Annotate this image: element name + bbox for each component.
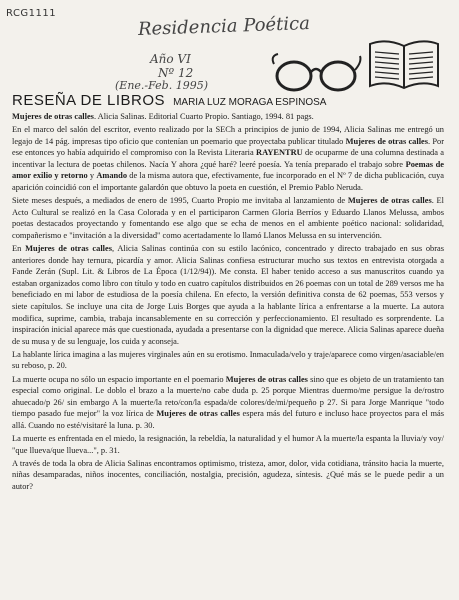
- citation-paragraph: [12, 111, 444, 123]
- book-title: Mujeres de otras calles: [347, 196, 432, 206]
- handwritten-title: Residencia Poética: [137, 13, 311, 40]
- paragraph-text: espera más del futuro e incluso hace proyectos para el más allá. Cuando no esté/visitaré la luna. p. 30.: [12, 409, 444, 430]
- paragraph-text: sino que es objeto de un tratamiento tan especial como original. Le doblo el brazo a la muerte/no cabe duda p. 25 porque Mientras duermo/me persigue la de/rostro ahuecado/p 26/ sin embargo A la muerte/la reto/con/la espada/de colores/de/mi/pequeño p 27. Si para Jorge Manrique "todo tiempo pasado fue mejor" la voz lírica de: [12, 374, 444, 419]
- paragraph-text: . Por ese entonces yo había adquirido el compromiso con la Revista Literaria: [12, 136, 444, 158]
- paragraph-text: En el marco del salón del escritor, evento realizado por la SECh a principios de junio de 1994, Alicia Salinas me entregó un legajo de 14 pág. impresas tipo oficio que contenían un poemario que proyectaba publicar titulado: [12, 125, 444, 146]
- paragraph-text: . El Acto Cultural se realizó en la Casa Colorada y en el participaron Carmen Gloria Berríos y Eduardo Llanos Melussa, ambos poetas destacados proyectando y fomentando ese algo que se echa de menos en el ambiente poético nacional: solidaridad, compañerismo e "invitación a la diversidad" como acertadamente lo llamó Llanos Melussa en su intervención.: [12, 196, 444, 240]
- article-author: MARIA LUZ MORAGA ESPINOSA: [173, 97, 327, 108]
- paragraph-text: y: [87, 171, 97, 181]
- journal-name: RAYENTRU: [256, 148, 303, 158]
- handwritten-number: Nº 12: [158, 66, 194, 80]
- book-title: Amando: [96, 171, 128, 181]
- article-heading: [12, 92, 326, 110]
- paragraph-7: A través de toda la obra de Alicia Salinas encontramos optimismo, tristeza, amor, dolor, vida cotidiana, tránsito hacia la muerte, niñas desamparadas, niños inocentes, conciliación, nostalgia, precisión, agudeza, síntesis. ¿Qué más se le puede pedir a un autor?: [12, 458, 444, 491]
- book-title: Poemas de amor exilio y retorno: [12, 159, 444, 181]
- citation-details: . Alicia Salinas. Editorial Cuarto Propio. Santiago, 1994. 81 pags.: [93, 112, 314, 121]
- book-title: Mujeres de otras calles: [25, 244, 112, 254]
- article-title: RESEÑA DE LIBROS: [12, 92, 166, 109]
- paragraph-4: La hablante lírica imagina a las mujeres virginales aún en su erotismo. Inmaculada/velo y traje/aparece como virgen/asaciable/en su reboso, p. 20.: [12, 349, 444, 371]
- archive-code: RCG1111: [6, 8, 57, 19]
- paragraph-text: , Alicia Salinas continúa con su estilo lacónico, concentrado y directo trabajado en sus obras anteriores donde hay ternura, picardía y amor. Alicia Salinas confiesa estructurar mucho sus textos en entrevista otorgada a Fande Zerán (Supl. Lit. & Libros de La Época (1/12/94)). Me consta. El haber tenido acceso a sus manuscritos cuando ya estaban organizados como libro con título y todo en cuatro capítulos distribuidos en 26 poemas con un total de 289 versos me ha beneficiado en mi labor de estudiosa de la poesía chilena. En efecto, la versión definitiva consta de 62 poemas, 553 versos y siete capítulos. Se incluye una cita de Jorge Luis Borges que ayuda a la hablante lírica a enfrentarse a la muerte. La autora modifica, suprime, cambia, trabaja incansablemente en su corrección y perfeccionamiento. El resultado es sorprendente. La inspiración inicial aparece más que cuestionada, ayudada a presentarse con la dignidad que merece. Alicia Salinas aparece dueña de su musa y de su lenguaje, los cuida y aconseja.: [12, 244, 444, 346]
- paragraph-text: de la misma autora que, efectivamente, fue incorporado en el Nº 7 de dicha publicación, cuya aparición coincidió con el importante galardón que obtuvo la poeta en cuestión, el Premio Pablo Neruda.: [12, 171, 444, 193]
- book-title: Mujeres de otras calles: [225, 374, 308, 384]
- paragraph-6: La muerte es enfrentada en el miedo, la resignación, la rebeldía, la naturalidad y el humor A la muerte/la espanta la lluvia/y voy/ "que llueva/que llueva...", p. 31.: [12, 434, 444, 455]
- paragraph-text: La muerte ocupa no sólo un espacio importante en el poemario: [12, 374, 226, 384]
- paragraph-5: [12, 374, 444, 432]
- paragraph-2: [12, 195, 444, 241]
- paragraph-text: Siete meses después, a mediados de enero de 1995, Cuarto Propio me invitaba al lanzamiento de: [12, 196, 348, 206]
- book-title: Mujeres de otras calles: [12, 112, 94, 121]
- book-title: Mujeres de otras calles: [345, 136, 428, 146]
- paragraph-text: En: [12, 244, 26, 254]
- paragraph-text: de ocuparme de una columna destinada a incentivar la lectura de poetas chilenos. Nacía Y ahora ¿qué haré? leeré poesía. Ya tenía preparado el trabajo sobre: [12, 148, 444, 169]
- article-body: [12, 111, 444, 589]
- open-book-icon: [366, 36, 442, 92]
- glasses-icon: [268, 52, 364, 96]
- paragraph-3: [12, 243, 444, 347]
- handwritten-year: Año VI: [150, 52, 191, 66]
- handwritten-date: (Ene.-Feb. 1995): [115, 79, 208, 92]
- paragraph-1: [12, 124, 444, 194]
- book-title: Mujeres de otras calles: [156, 409, 240, 419]
